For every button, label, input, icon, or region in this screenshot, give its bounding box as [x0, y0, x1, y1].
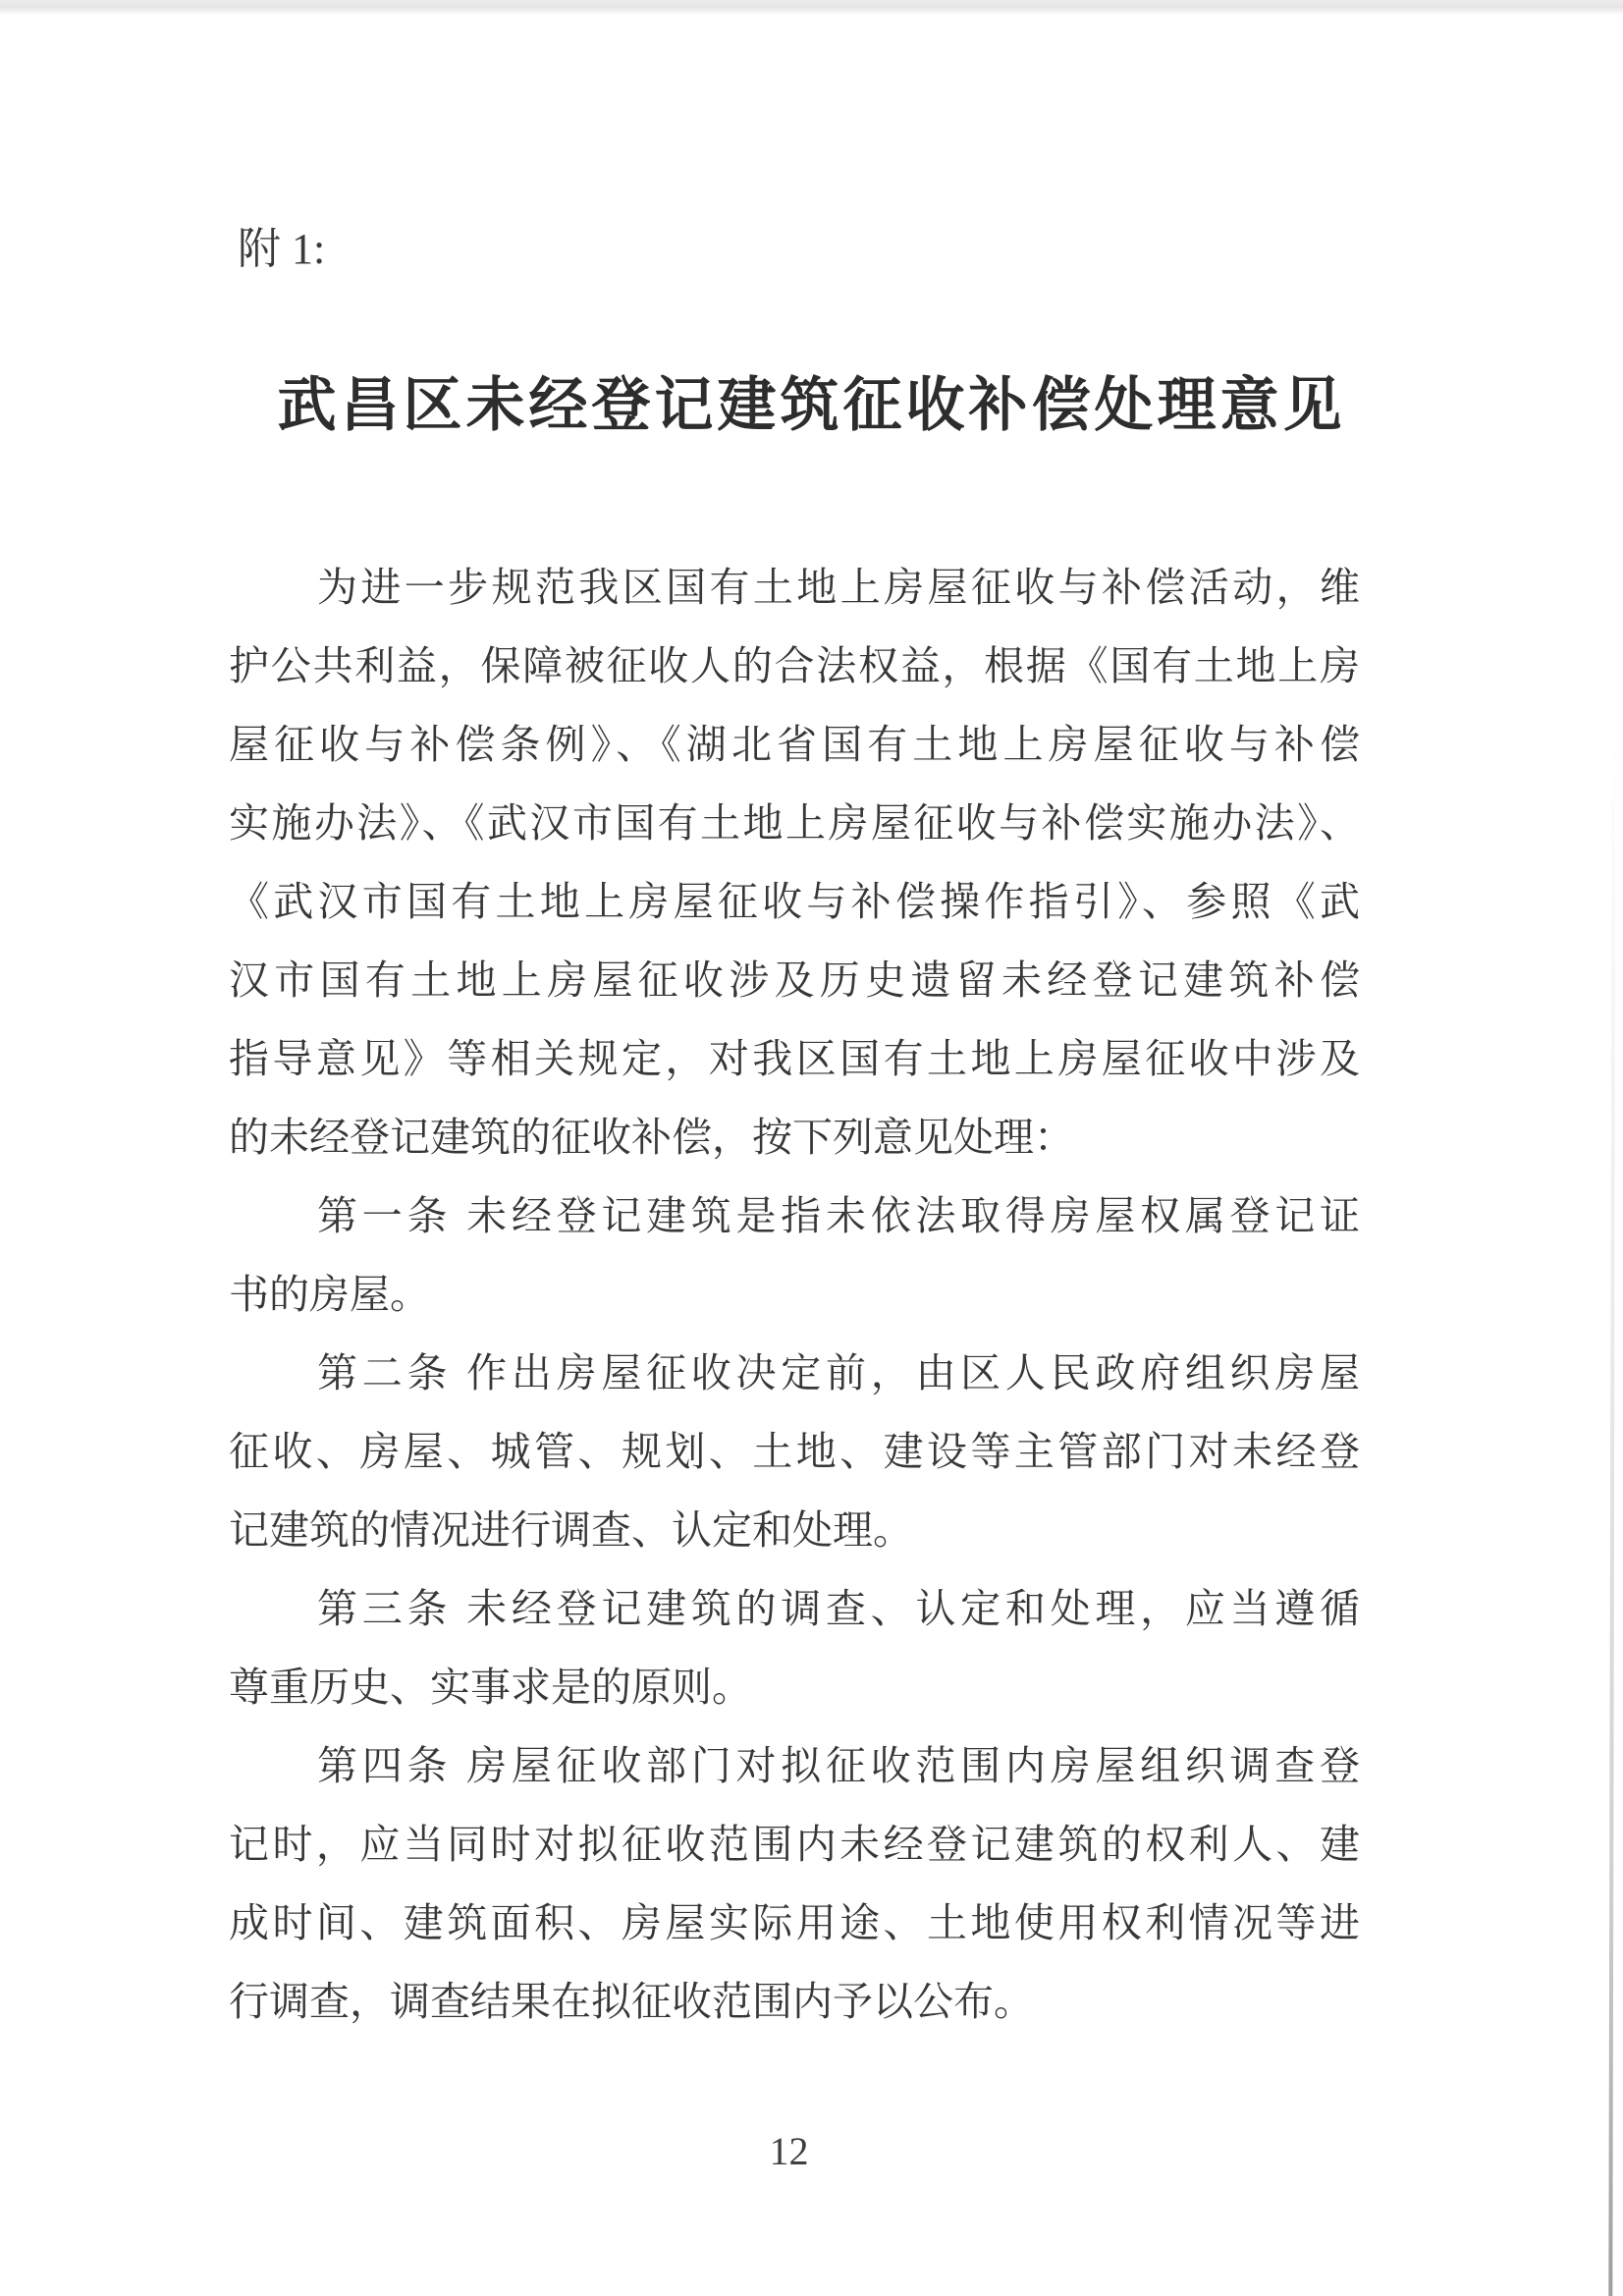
body-line: 征收、房屋、城管、规划、土地、建设等主管部门对未经登 [229, 1429, 1360, 1474]
body-line: 为进一步规范我区国有土地上房屋征收与补偿活动，维 [317, 565, 1360, 610]
body-line: 书的房屋。 [229, 1272, 430, 1317]
page-number: 12 [769, 2129, 809, 2173]
body-line: 《武汉市国有土地上房屋征收与补偿操作指引》、参照《武 [229, 879, 1360, 924]
body-line: 汉市国有土地上房屋征收涉及历史遗留未经登记建筑补偿 [229, 957, 1360, 1003]
document-body [229, 548, 1360, 2041]
body-line: 第三条 未经登记建筑的调查、认定和处理，应当遵循 [317, 1586, 1360, 1631]
body-line: 行调查，调查结果在拟征收范围内予以公布。 [229, 1979, 1034, 2024]
body-line: 记建筑的情况进行调查、认定和处理。 [229, 1507, 913, 1553]
body-line: 第二条 作出房屋征收决定前，由区人民政府组织房屋 [317, 1350, 1360, 1395]
body-line: 第一条 未经登记建筑是指未依法取得房屋权属登记证 [317, 1193, 1360, 1238]
scan-edge-artifact-top [0, 0, 1623, 16]
body-line: 护公共利益，保障被征收人的合法权益，根据《国有土地上房 [229, 643, 1360, 688]
body-line: 记时，应当同时对拟征收范围内未经登记建筑的权利人、建 [229, 1822, 1360, 1867]
body-line: 实施办法》、《武汉市国有土地上房屋征收与补偿实施办法》、 [229, 800, 1360, 846]
scan-edge-artifact-right [1608, 727, 1615, 2296]
body-line: 屋征收与补偿条例》、《湖北省国有土地上房屋征收与补偿 [229, 722, 1360, 767]
body-line: 尊重历史、实事求是的原则。 [229, 1665, 752, 1710]
body-line: 指导意见》等相关规定，对我区国有土地上房屋征收中涉及 [229, 1036, 1360, 1081]
document-title: 武昌区未经登记建筑征收补偿处理意见 [277, 372, 1346, 438]
attachment-label: 附 1: [238, 225, 326, 273]
body-line: 成时间、建筑面积、房屋实际用途、土地使用权利情况等进 [229, 1900, 1360, 1945]
body-line: 第四条 房屋征收部门对拟征收范围内房屋组织调查登 [317, 1743, 1360, 1788]
body-line: 的未经登记建筑的征收补偿，按下列意见处理： [229, 1115, 1074, 1160]
